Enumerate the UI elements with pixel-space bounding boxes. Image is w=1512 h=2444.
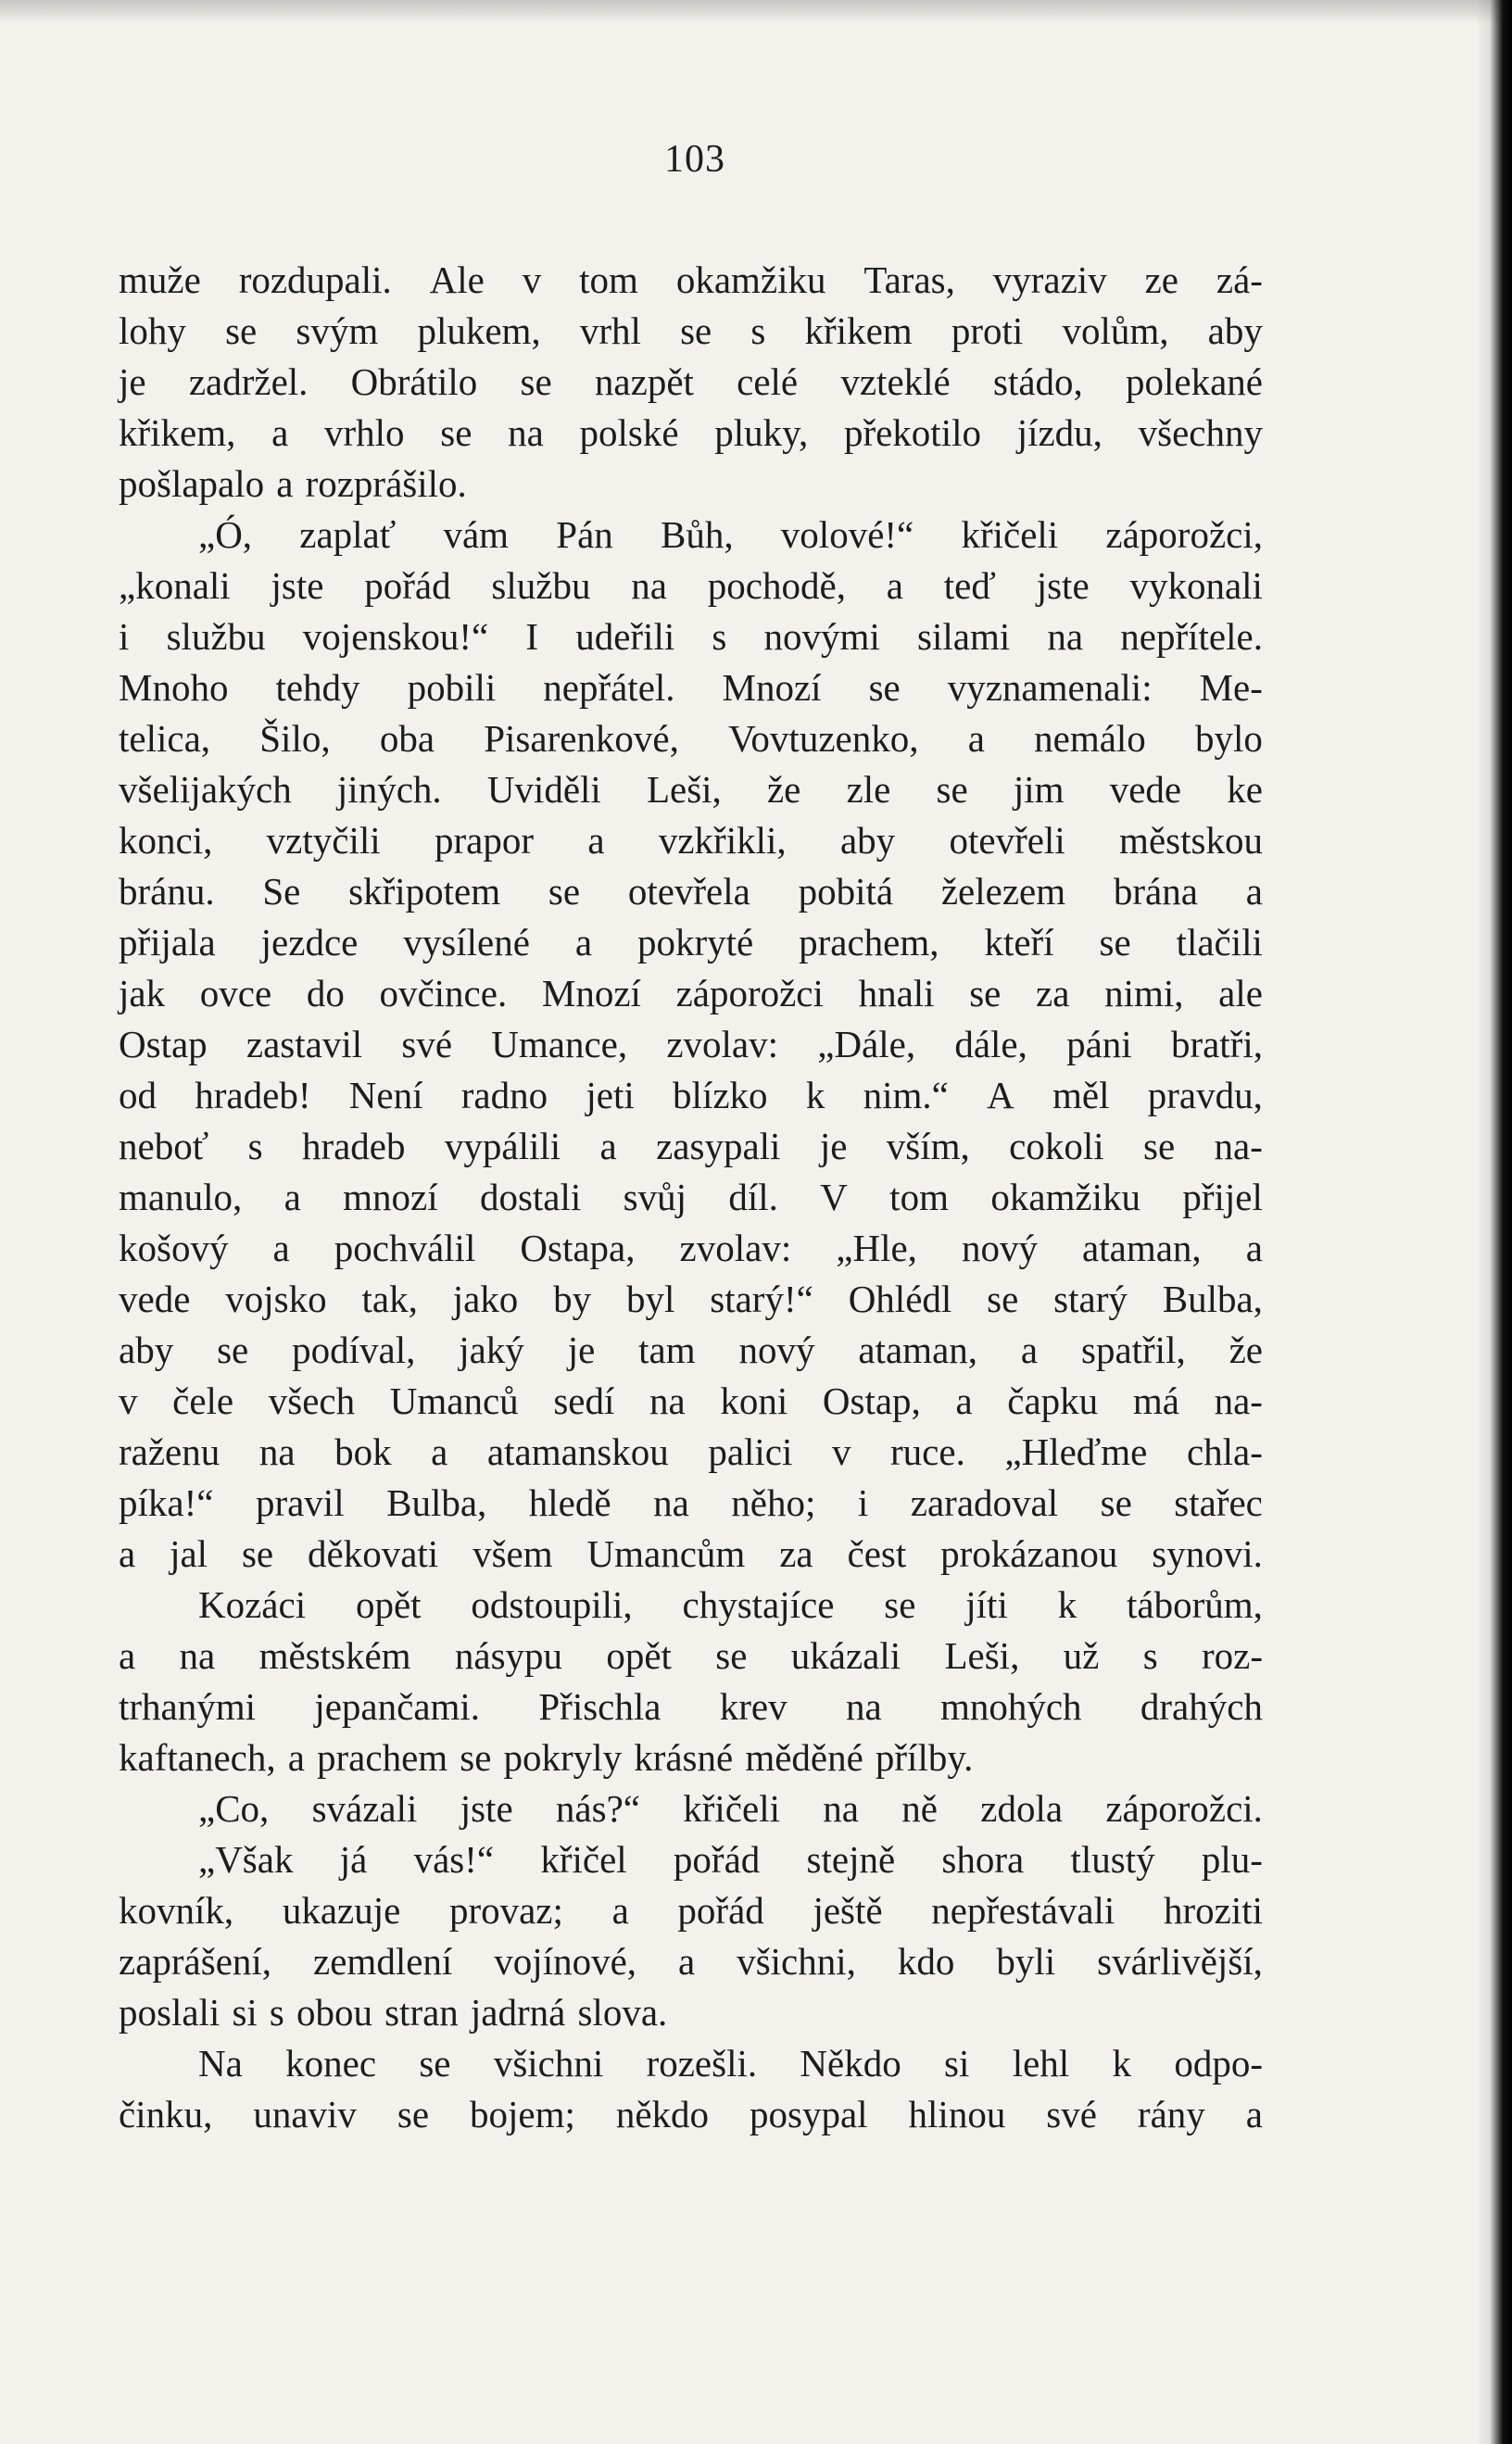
text-line: je zadržel. Obrátilo se nazpět celé vzteklé stádo, polekané — [119, 360, 1263, 403]
text-line: Na konec se všichni rozešli. Někdo si lehl k odpo- — [198, 2042, 1263, 2085]
text-line: všelijakých jiných. Uviděli Leši, že zle se jim vede ke — [119, 768, 1263, 811]
text-line: i službu vojenskou!“ I udeřili s novými silami na nepřítele. — [119, 615, 1263, 658]
text-line: jak ovce do ovčince. Mnozí záporožci hnali se za nimi, ale — [119, 972, 1263, 1014]
text-line: „Co, svázali jste nás?“ křičeli na ně zdola záporožci. — [198, 1787, 1263, 1830]
text-line: aby se podíval, jaký je tam nový ataman, a spatřil, že — [119, 1329, 1263, 1371]
text-line: a jal se děkovati všem Umancům za čest prokázanou synovi. — [119, 1532, 1263, 1575]
text-line: neboť s hradeb vypálili a zasypali je vším, cokoli se na- — [119, 1125, 1263, 1167]
text-line: píka!“ pravil Bulba, hledě na něho; i zaradoval se stařec — [119, 1481, 1263, 1524]
text-line: pošlapalo a rozprášilo. — [119, 462, 467, 505]
text-line: a na městském násypu opět se ukázali Leši, už s roz- — [119, 1634, 1263, 1677]
text-line: konci, vztyčili prapor a vzkřikli, aby otevřeli městskou — [119, 819, 1263, 862]
text-line: činku, unaviv se bojem; někdo posypal hlinou své rány a — [119, 2093, 1263, 2135]
text-line: „Ó, zaplať vám Pán Bůh, volové!“ křičeli záporožci, — [198, 513, 1263, 556]
text-line: zaprášení, zemdlení vojínové, a všichni, kdo byli svárlivější, — [119, 1940, 1263, 1983]
text-line: lohy se svým plukem, vrhl se s křikem proti volům, aby — [119, 309, 1263, 352]
text-line: košový a pochválil Ostapa, zvolav: „Hle, nový ataman, a — [119, 1227, 1263, 1269]
text-line: telica, Šilo, oba Pisarenkové, Vovtuzenko, a nemálo bylo — [119, 717, 1263, 760]
text-line: v čele všech Umanců sedí na koni Ostap, a čapku má na- — [119, 1379, 1263, 1422]
text-line: trhanými jepančami. Přischla krev na mnohých drahých — [119, 1685, 1263, 1728]
text-line: Mnoho tehdy pobili nepřátel. Mnozí se vyznamenali: Me- — [119, 666, 1263, 709]
text-line: Ostap zastavil své Umance, zvolav: „Dále, dále, páni bratři, — [119, 1023, 1263, 1065]
body-text — [119, 255, 1263, 2140]
text-line: křikem, a vrhlo se na polské pluky, překotilo jízdu, všechny — [119, 411, 1263, 454]
text-line: kovník, ukazuje provaz; a pořád ještě nepřestávali hroziti — [119, 1889, 1263, 1932]
text-line: bránu. Se skřipotem se otevřela pobitá železem brána a — [119, 870, 1263, 913]
text-line: od hradeb! Není radno jeti blízko k nim.“ A měl pravdu, — [119, 1074, 1263, 1116]
text-line: manulo, a mnozí dostali svůj díl. V tom okamžiku přijel — [119, 1176, 1263, 1218]
text-line: Kozáci opět odstoupili, chystajíce se jíti k táborům, — [198, 1583, 1263, 1626]
text-line: „Však já vás!“ křičel pořád stejně shora tlustý plu- — [198, 1838, 1263, 1881]
text-line: muže rozdupali. Ale v tom okamžiku Taras, vyraziv ze zá- — [119, 258, 1263, 301]
text-line: „konali jste pořád službu na pochodě, a teď jste vykonali — [119, 564, 1263, 607]
page-top-shadow — [0, 0, 1512, 24]
page-number: 103 — [664, 138, 725, 181]
text-line: raženu na bok a atamanskou palici v ruce. „Hleďme chla- — [119, 1430, 1263, 1473]
page-right-edge-shadow — [1475, 0, 1512, 2444]
text-line: vede vojsko tak, jako by byl starý!“ Ohlédl se starý Bulba, — [119, 1278, 1263, 1320]
text-line: poslali si s obou stran jadrná slova. — [119, 1991, 668, 2034]
text-line: kaftanech, a prachem se pokryly krásné měděné přílby. — [119, 1736, 974, 1779]
text-line: přijala jezdce vysílené a pokryté prachem, kteří se tlačili — [119, 921, 1263, 964]
